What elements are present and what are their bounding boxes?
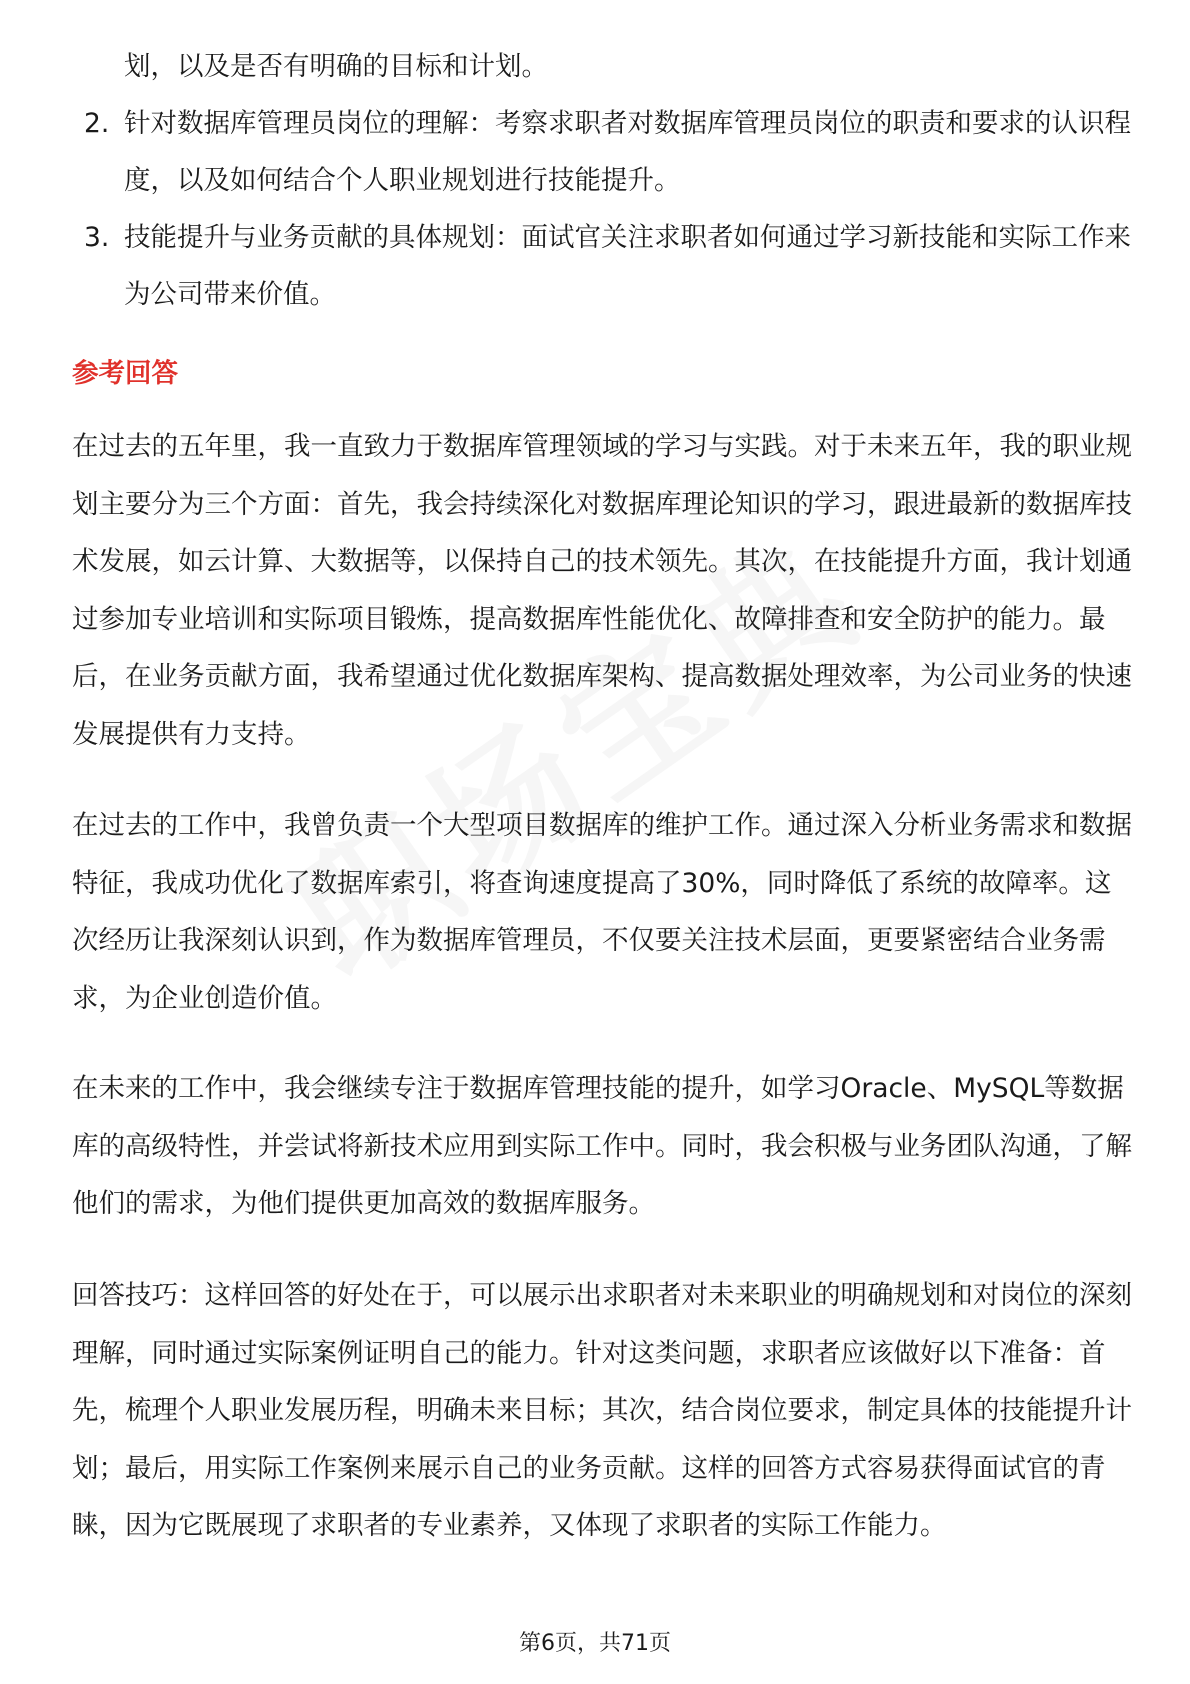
list-item-text: 针对数据库管理员岗位的理解：考察求职者对数据库管理员岗位的职责和要求的认识程度，以及如何结合个人职业规划进行技能提升。 bbox=[124, 108, 1131, 196]
section-title: 参考回答 bbox=[72, 358, 178, 389]
answer-paragraph: 在未来的工作中，我会继续专注于数据库管理技能的提升，如学习Oracle、MySQL等数据库的高级特性，并尝试将新技术应用到实际工作中。同时，我会积极与业务团队沟通，了解他们的需求，为他们提供更加高效的数据库服务。 bbox=[72, 1073, 1132, 1219]
page-number: 第6页，共71页 bbox=[519, 1631, 671, 1656]
list-item bbox=[72, 95, 1132, 209]
question-points-list bbox=[72, 38, 1132, 323]
list-item-text: 技能提升与业务贡献的具体规划：面试官关注求职者如何通过学习新技能和实际工作来为公司带来价值。 bbox=[124, 222, 1131, 310]
list-continuation: 划，以及是否有明确的目标和计划。 bbox=[124, 51, 548, 82]
tips-paragraph: 回答技巧：这样回答的好处在于，可以展示出求职者对未来职业的明确规划和对岗位的深刻理解，同时通过实际案例证明自己的能力。针对这类问题，求职者应该做好以下准备：首先，梳理个人职业发展历程，明确未来目标；其次，结合岗位要求，制定具体的技能提升计划；最后，用实际工作案例来展示自己的业务贡献。这样的回答方式容易获得面试官的青睐，因为它既展现了求职者的专业素养，又体现了求职者的实际工作能力。 bbox=[72, 1280, 1132, 1541]
answer-paragraph: 在过去的工作中，我曾负责一个大型项目数据库的维护工作。通过深入分析业务需求和数据特征，我成功优化了数据库索引，将查询速度提高了30%，同时降低了系统的故障率。这次经历让我深刻认识到，作为数据库管理员，不仅要关注技术层面，更要紧密结合业务需求，为企业创造价值。 bbox=[72, 810, 1132, 1014]
list-item-number: 2. bbox=[84, 108, 110, 139]
list-item bbox=[72, 209, 1132, 323]
answer-paragraph: 在过去的五年里，我一直致力于数据库管理领域的学习与实践。对于未来五年，我的职业规划主要分为三个方面：首先，我会持续深化对数据库理论知识的学习，跟进最新的数据库技术发展，如云计算、大数据等，以保持自己的技术领先。其次，在技能提升方面，我计划通过参加专业培训和实际项目锻炼，提高数据库性能优化、故障排查和安全防护的能力。最后，在业务贡献方面，我希望通过优化数据库架构、提高数据处理效率，为公司业务的快速发展提供有力支持。 bbox=[72, 431, 1132, 750]
list-item-number: 3. bbox=[84, 222, 110, 253]
